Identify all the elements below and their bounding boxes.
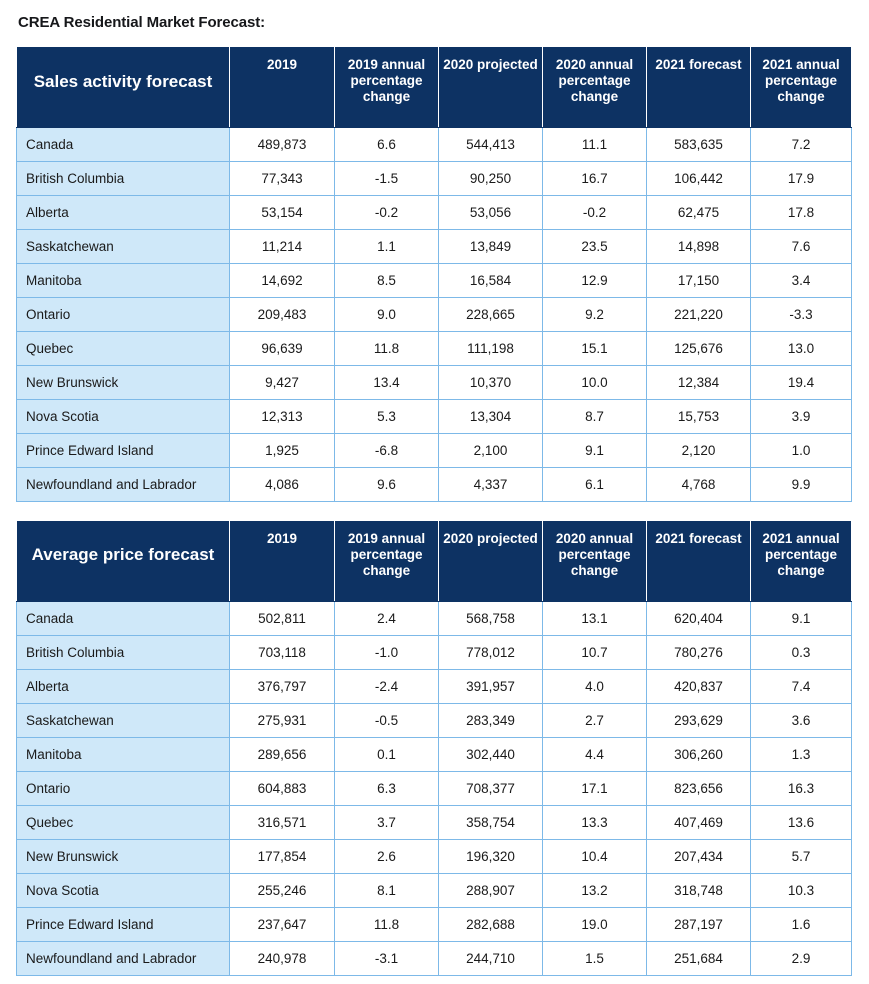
cell-2021: 780,276 — [647, 635, 751, 669]
cell-2019-pct: -1.5 — [335, 161, 439, 195]
row-label: Prince Edward Island — [17, 907, 230, 941]
cell-2020: 16,584 — [439, 263, 543, 297]
cell-2021: 15,753 — [647, 399, 751, 433]
table-row — [17, 365, 852, 399]
table-row — [17, 263, 852, 297]
column-header-2019: 2019 — [230, 520, 335, 601]
row-label: Prince Edward Island — [17, 433, 230, 467]
cell-2020: 13,304 — [439, 399, 543, 433]
cell-2021: 251,684 — [647, 941, 751, 975]
cell-2021: 2,120 — [647, 433, 751, 467]
cell-2020: 228,665 — [439, 297, 543, 331]
cell-2020: 244,710 — [439, 941, 543, 975]
table-row — [17, 297, 852, 331]
cell-2019: 604,883 — [230, 771, 335, 805]
cell-2019: 53,154 — [230, 195, 335, 229]
cell-2020: 282,688 — [439, 907, 543, 941]
cell-2021: 306,260 — [647, 737, 751, 771]
cell-2020: 568,758 — [439, 601, 543, 635]
cell-2020-pct: 17.1 — [543, 771, 647, 805]
cell-2020-pct: 4.0 — [543, 669, 647, 703]
cell-2020: 708,377 — [439, 771, 543, 805]
average-price-forecast-table — [16, 520, 852, 976]
cell-2020: 358,754 — [439, 805, 543, 839]
cell-2020: 90,250 — [439, 161, 543, 195]
cell-2020-pct: -0.2 — [543, 195, 647, 229]
cell-2019-pct: -0.5 — [335, 703, 439, 737]
cell-2021: 583,635 — [647, 127, 751, 161]
cell-2019: 209,483 — [230, 297, 335, 331]
cell-2021-pct: 10.3 — [751, 873, 852, 907]
table-row — [17, 907, 852, 941]
cell-2021-pct: 19.4 — [751, 365, 852, 399]
cell-2020-pct: 16.7 — [543, 161, 647, 195]
cell-2019: 96,639 — [230, 331, 335, 365]
cell-2019: 289,656 — [230, 737, 335, 771]
sales-activity-forecast-table-wrap — [16, 46, 851, 502]
cell-2021-pct: 0.3 — [751, 635, 852, 669]
table-row — [17, 805, 852, 839]
cell-2019: 316,571 — [230, 805, 335, 839]
table-row — [17, 839, 852, 873]
cell-2020: 288,907 — [439, 873, 543, 907]
table-corner-header: Sales activity forecast — [17, 47, 230, 128]
cell-2020-pct: 11.1 — [543, 127, 647, 161]
cell-2020-pct: 4.4 — [543, 737, 647, 771]
cell-2020-pct: 10.0 — [543, 365, 647, 399]
sales-activity-forecast-table — [16, 46, 852, 502]
cell-2021: 62,475 — [647, 195, 751, 229]
row-label: Manitoba — [17, 263, 230, 297]
row-label: Ontario — [17, 297, 230, 331]
cell-2020: 196,320 — [439, 839, 543, 873]
row-label: British Columbia — [17, 635, 230, 669]
table-row — [17, 229, 852, 263]
cell-2020: 111,198 — [439, 331, 543, 365]
cell-2020: 391,957 — [439, 669, 543, 703]
cell-2021-pct: 1.0 — [751, 433, 852, 467]
cell-2020: 13,849 — [439, 229, 543, 263]
cell-2019-pct: 9.0 — [335, 297, 439, 331]
column-header-2020-projected: 2020 projected — [439, 47, 543, 128]
cell-2020-pct: 6.1 — [543, 467, 647, 501]
cell-2020-pct: 2.7 — [543, 703, 647, 737]
cell-2021: 12,384 — [647, 365, 751, 399]
cell-2019: 177,854 — [230, 839, 335, 873]
cell-2019-pct: 9.6 — [335, 467, 439, 501]
cell-2019: 14,692 — [230, 263, 335, 297]
column-header-2019: 2019 — [230, 47, 335, 128]
cell-2021-pct: 3.9 — [751, 399, 852, 433]
row-label: Quebec — [17, 331, 230, 365]
cell-2020-pct: 15.1 — [543, 331, 647, 365]
cell-2020-pct: 13.1 — [543, 601, 647, 635]
table-row — [17, 127, 852, 161]
cell-2019: 11,214 — [230, 229, 335, 263]
cell-2019-pct: 5.3 — [335, 399, 439, 433]
cell-2019: 255,246 — [230, 873, 335, 907]
cell-2019-pct: 13.4 — [335, 365, 439, 399]
cell-2019-pct: -1.0 — [335, 635, 439, 669]
cell-2021-pct: 7.2 — [751, 127, 852, 161]
cell-2019: 502,811 — [230, 601, 335, 635]
cell-2020-pct: 19.0 — [543, 907, 647, 941]
cell-2021-pct: 1.3 — [751, 737, 852, 771]
average-price-forecast-table-wrap — [16, 520, 851, 976]
cell-2019: 703,118 — [230, 635, 335, 669]
cell-2019: 1,925 — [230, 433, 335, 467]
cell-2020: 302,440 — [439, 737, 543, 771]
cell-2021-pct: 9.1 — [751, 601, 852, 635]
cell-2019-pct: 11.8 — [335, 331, 439, 365]
row-label: Newfoundland and Labrador — [17, 941, 230, 975]
table-row — [17, 161, 852, 195]
table-header — [17, 520, 852, 601]
row-label: Canada — [17, 601, 230, 635]
table-body — [17, 127, 852, 501]
cell-2019-pct: 3.7 — [335, 805, 439, 839]
cell-2021-pct: 9.9 — [751, 467, 852, 501]
cell-2021: 221,220 — [647, 297, 751, 331]
cell-2019: 275,931 — [230, 703, 335, 737]
cell-2020-pct: 8.7 — [543, 399, 647, 433]
row-label: New Brunswick — [17, 365, 230, 399]
row-label: New Brunswick — [17, 839, 230, 873]
cell-2020: 10,370 — [439, 365, 543, 399]
column-header-2021-forecast: 2021 forecast — [647, 520, 751, 601]
row-label: Manitoba — [17, 737, 230, 771]
cell-2019: 12,313 — [230, 399, 335, 433]
cell-2019: 9,427 — [230, 365, 335, 399]
cell-2020-pct: 9.2 — [543, 297, 647, 331]
column-header-2021-pct-change: 2021 annual percentage change — [751, 520, 852, 601]
cell-2020-pct: 12.9 — [543, 263, 647, 297]
cell-2019: 77,343 — [230, 161, 335, 195]
cell-2020-pct: 9.1 — [543, 433, 647, 467]
cell-2020: 544,413 — [439, 127, 543, 161]
cell-2020: 2,100 — [439, 433, 543, 467]
table-row — [17, 669, 852, 703]
column-header-2020-projected: 2020 projected — [439, 520, 543, 601]
cell-2021: 17,150 — [647, 263, 751, 297]
row-label: Saskatchewan — [17, 703, 230, 737]
cell-2021-pct: 2.9 — [751, 941, 852, 975]
table-header — [17, 47, 852, 128]
row-label: Alberta — [17, 195, 230, 229]
cell-2019: 240,978 — [230, 941, 335, 975]
cell-2021-pct: 1.6 — [751, 907, 852, 941]
cell-2021: 125,676 — [647, 331, 751, 365]
cell-2020-pct: 10.7 — [543, 635, 647, 669]
header-row — [17, 520, 852, 601]
cell-2019: 237,647 — [230, 907, 335, 941]
table-row — [17, 399, 852, 433]
cell-2021-pct: 16.3 — [751, 771, 852, 805]
row-label: Newfoundland and Labrador — [17, 467, 230, 501]
row-label: Alberta — [17, 669, 230, 703]
cell-2019-pct: -2.4 — [335, 669, 439, 703]
table-body — [17, 601, 852, 975]
table-row — [17, 195, 852, 229]
table-row — [17, 601, 852, 635]
cell-2021-pct: 13.0 — [751, 331, 852, 365]
cell-2020: 4,337 — [439, 467, 543, 501]
cell-2019: 4,086 — [230, 467, 335, 501]
table-row — [17, 331, 852, 365]
cell-2019-pct: 8.1 — [335, 873, 439, 907]
cell-2021: 318,748 — [647, 873, 751, 907]
column-header-2020-pct-change: 2020 annual percentage change — [543, 520, 647, 601]
row-label: Quebec — [17, 805, 230, 839]
table-row — [17, 467, 852, 501]
cell-2021-pct: 7.6 — [751, 229, 852, 263]
cell-2019-pct: -3.1 — [335, 941, 439, 975]
column-header-2019-pct-change: 2019 annual percentage change — [335, 47, 439, 128]
cell-2019-pct: -6.8 — [335, 433, 439, 467]
column-header-2020-pct-change: 2020 annual percentage change — [543, 47, 647, 128]
table-row — [17, 873, 852, 907]
row-label: Ontario — [17, 771, 230, 805]
cell-2020: 53,056 — [439, 195, 543, 229]
cell-2019: 376,797 — [230, 669, 335, 703]
cell-2021: 620,404 — [647, 601, 751, 635]
cell-2021-pct: 13.6 — [751, 805, 852, 839]
column-header-2019-pct-change: 2019 annual percentage change — [335, 520, 439, 601]
cell-2021: 287,197 — [647, 907, 751, 941]
cell-2021: 823,656 — [647, 771, 751, 805]
row-label: British Columbia — [17, 161, 230, 195]
page-title: CREA Residential Market Forecast: — [18, 14, 266, 31]
column-header-2021-forecast: 2021 forecast — [647, 47, 751, 128]
cell-2021-pct: -3.3 — [751, 297, 852, 331]
cell-2021-pct: 7.4 — [751, 669, 852, 703]
table-row — [17, 941, 852, 975]
cell-2020: 778,012 — [439, 635, 543, 669]
table-corner-header: Average price forecast — [17, 520, 230, 601]
row-label: Nova Scotia — [17, 399, 230, 433]
cell-2020-pct: 1.5 — [543, 941, 647, 975]
cell-2019: 489,873 — [230, 127, 335, 161]
cell-2021-pct: 3.4 — [751, 263, 852, 297]
cell-2019-pct: 8.5 — [335, 263, 439, 297]
row-label: Saskatchewan — [17, 229, 230, 263]
cell-2021: 4,768 — [647, 467, 751, 501]
table-row — [17, 635, 852, 669]
cell-2019-pct: 1.1 — [335, 229, 439, 263]
cell-2021: 207,434 — [647, 839, 751, 873]
cell-2021: 14,898 — [647, 229, 751, 263]
cell-2019-pct: 2.4 — [335, 601, 439, 635]
cell-2019-pct: 11.8 — [335, 907, 439, 941]
cell-2019-pct: 6.3 — [335, 771, 439, 805]
row-label: Canada — [17, 127, 230, 161]
cell-2020-pct: 13.3 — [543, 805, 647, 839]
table-row — [17, 433, 852, 467]
cell-2020-pct: 13.2 — [543, 873, 647, 907]
cell-2020-pct: 23.5 — [543, 229, 647, 263]
table-row — [17, 737, 852, 771]
header-row — [17, 47, 852, 128]
table-row — [17, 703, 852, 737]
cell-2021: 420,837 — [647, 669, 751, 703]
cell-2020: 283,349 — [439, 703, 543, 737]
cell-2019-pct: 2.6 — [335, 839, 439, 873]
cell-2021-pct: 17.8 — [751, 195, 852, 229]
table-row — [17, 771, 852, 805]
cell-2019-pct: 0.1 — [335, 737, 439, 771]
row-label: Nova Scotia — [17, 873, 230, 907]
cell-2021-pct: 3.6 — [751, 703, 852, 737]
cell-2020-pct: 10.4 — [543, 839, 647, 873]
cell-2019-pct: -0.2 — [335, 195, 439, 229]
column-header-2021-pct-change: 2021 annual percentage change — [751, 47, 852, 128]
cell-2021-pct: 17.9 — [751, 161, 852, 195]
cell-2021: 293,629 — [647, 703, 751, 737]
cell-2021-pct: 5.7 — [751, 839, 852, 873]
cell-2021: 106,442 — [647, 161, 751, 195]
cell-2019-pct: 6.6 — [335, 127, 439, 161]
cell-2021: 407,469 — [647, 805, 751, 839]
